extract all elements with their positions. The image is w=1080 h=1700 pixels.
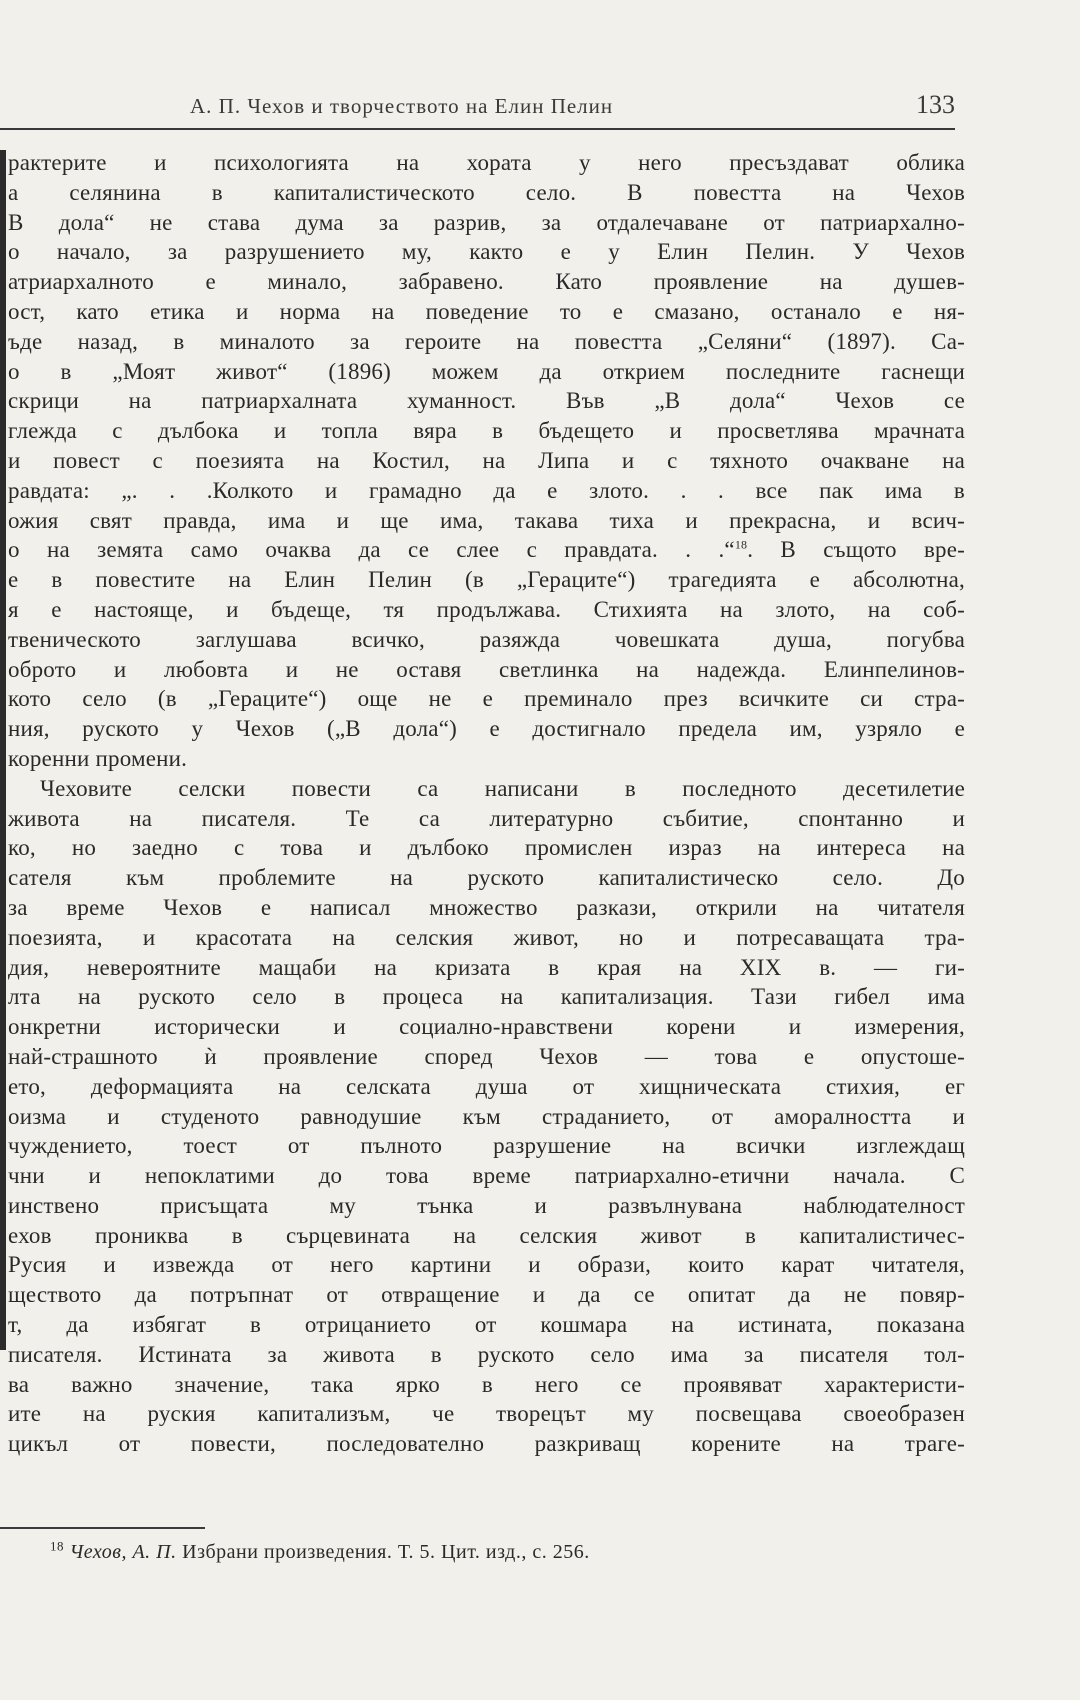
- text-line: Русия и извежда от него картини и образи, които карат читателя,: [8, 1252, 965, 1278]
- text-line: глежда с дълбока и топла вяра в бъдещето и просветлява мрачната: [8, 418, 965, 444]
- text-line: В дола“ не става дума за разрив, за отдалечаване от патриархално-: [8, 209, 965, 235]
- header-rule: [0, 128, 955, 130]
- text-line: сателя към проблемите на руското капиталистическо село. До: [8, 865, 965, 891]
- text-line: кото село (в „Гераците“) още не е преминало през всичките си стра-: [8, 686, 965, 712]
- text-line: равдата: „. . .Колкото и грамадно да е злото. . . все пак има в: [8, 477, 965, 503]
- text-line: е в повестите на Елин Пелин (в „Гераците“) трагедията е абсолютна,: [8, 567, 965, 593]
- text-line: я е настояще, и бъдеще, тя продължава. Стихията на злото, на соб-: [8, 596, 965, 622]
- text-line: ехов прониква в сърцевината на селския живот в капиталистичес-: [8, 1222, 965, 1248]
- page-number: 133: [916, 90, 955, 119]
- text-line: цикъл от повести, последователно разкриващ корените на траге-: [8, 1431, 965, 1457]
- text-line: оизма и студеното равнодушие към страданието, от аморалността и: [8, 1103, 965, 1129]
- text-line: ществото да потръпнат от отвращение и да се опитат да не повяр-: [8, 1282, 965, 1308]
- footnote-mark: 18: [50, 1538, 64, 1554]
- text-line: онкретни исторически и социално-нравствени корени и измерения,: [8, 1014, 965, 1040]
- text-line: лта на руското село в процеса на капитализация. Тази гибел има: [8, 984, 965, 1010]
- footnote-text: Избрани произведения. Т. 5. Цит. изд., с. 256.: [182, 1541, 590, 1563]
- text-line: твеническото заглушава всичко, разяжда човешката душа, погубва: [8, 626, 965, 652]
- footnote-ref: 18: [734, 537, 748, 552]
- text-line: скрици на патриархалната хуманност. Във „В дола“ Чехов се: [8, 388, 965, 414]
- text-line: ва важно значение, така ярко в него се проявяват характеристи-: [8, 1371, 965, 1397]
- footnote: [50, 1538, 955, 1564]
- text-line: о на земята само очаква да се слее с правдата. . .“$^{18}$. В същото вре-: [8, 537, 965, 563]
- text-line: чуждението, тоест от пълното разрушение на всички изглеждащ: [8, 1133, 965, 1159]
- text-line: атриархалното е минало, забравено. Като проявление на душев-: [8, 269, 965, 295]
- text-line: най-страшното ѝ проявление според Чехов — това е опустоше-: [8, 1043, 965, 1069]
- text-line: ост, като етика и норма на поведение то е смазано, останало е ня-: [8, 298, 965, 324]
- text-line: чни и непоклатими до това време патриархално-етични начала. С: [8, 1163, 965, 1189]
- text-line: и повест с поезията на Костил, на Липа и с тяхното очакване на: [8, 447, 965, 473]
- text-line: за време Чехов е написал множество разкази, открили на читателя: [8, 894, 965, 920]
- text-line: ожия свят правда, има и ще има, такава тиха и прекрасна, и всич-: [8, 507, 965, 533]
- text-line: рактерите и психологията на хората у него пресъздават облика: [8, 150, 965, 175]
- text-line: инствено присъщата му тънка и развълнувана наблюдателност: [8, 1192, 965, 1218]
- text-line: оброто и любовта и не оставя светлинка на надежда. Елинпелинов-: [8, 656, 965, 682]
- text-line: писателя. Истината за живота в руското село има за писателя тол-: [8, 1341, 965, 1367]
- body-text: [0, 148, 965, 1459]
- text-line: т, да избягат в отрицанието от кошмара на истината, показана: [8, 1312, 965, 1338]
- text-line: о в „Моят живот“ (1896) можем да открием последните гаснещи: [8, 358, 965, 384]
- text-line: о начало, за разрушението му, както е у Елин Пелин. У Чехов: [8, 239, 965, 265]
- text-line: ко, но заедно с това и дълбоко промислен израз на интереса на: [8, 835, 965, 861]
- text-line: ъде назад, в миналото за героите на повестта „Селяни“ (1897). Са-: [8, 328, 965, 354]
- footnote-rule: [0, 1527, 205, 1529]
- text-line: живота на писателя. Те са литературно събитие, спонтанно и: [8, 805, 965, 831]
- text-line: коренни промени.: [8, 745, 188, 771]
- text-line: дия, невероятните мащаби на кризата в края на XIX в. — ги-: [8, 954, 965, 980]
- running-title: А. П. Чехов и творчеството на Елин Пелин: [190, 94, 614, 118]
- text-line: Чеховите селски повести са написани в последното десетилетие: [40, 775, 965, 801]
- text-line: поезията, и красотата на селския живот, но и потресаващата тра-: [8, 924, 965, 950]
- footnote-author: Чехов, А. П.: [69, 1541, 177, 1563]
- running-header: [190, 90, 955, 120]
- text-line: ния, руското у Чехов („В дола“) е достигнало предела им, узряло е: [8, 716, 965, 742]
- text-line: ите на руския капитализъм, че творецът му посвещава своеобразен: [8, 1401, 965, 1427]
- text-line: ето, деформацията на селската душа от хищническата стихия, ег: [8, 1073, 965, 1099]
- text-line: а селянина в капиталистическото село. В повестта на Чехов: [8, 179, 965, 205]
